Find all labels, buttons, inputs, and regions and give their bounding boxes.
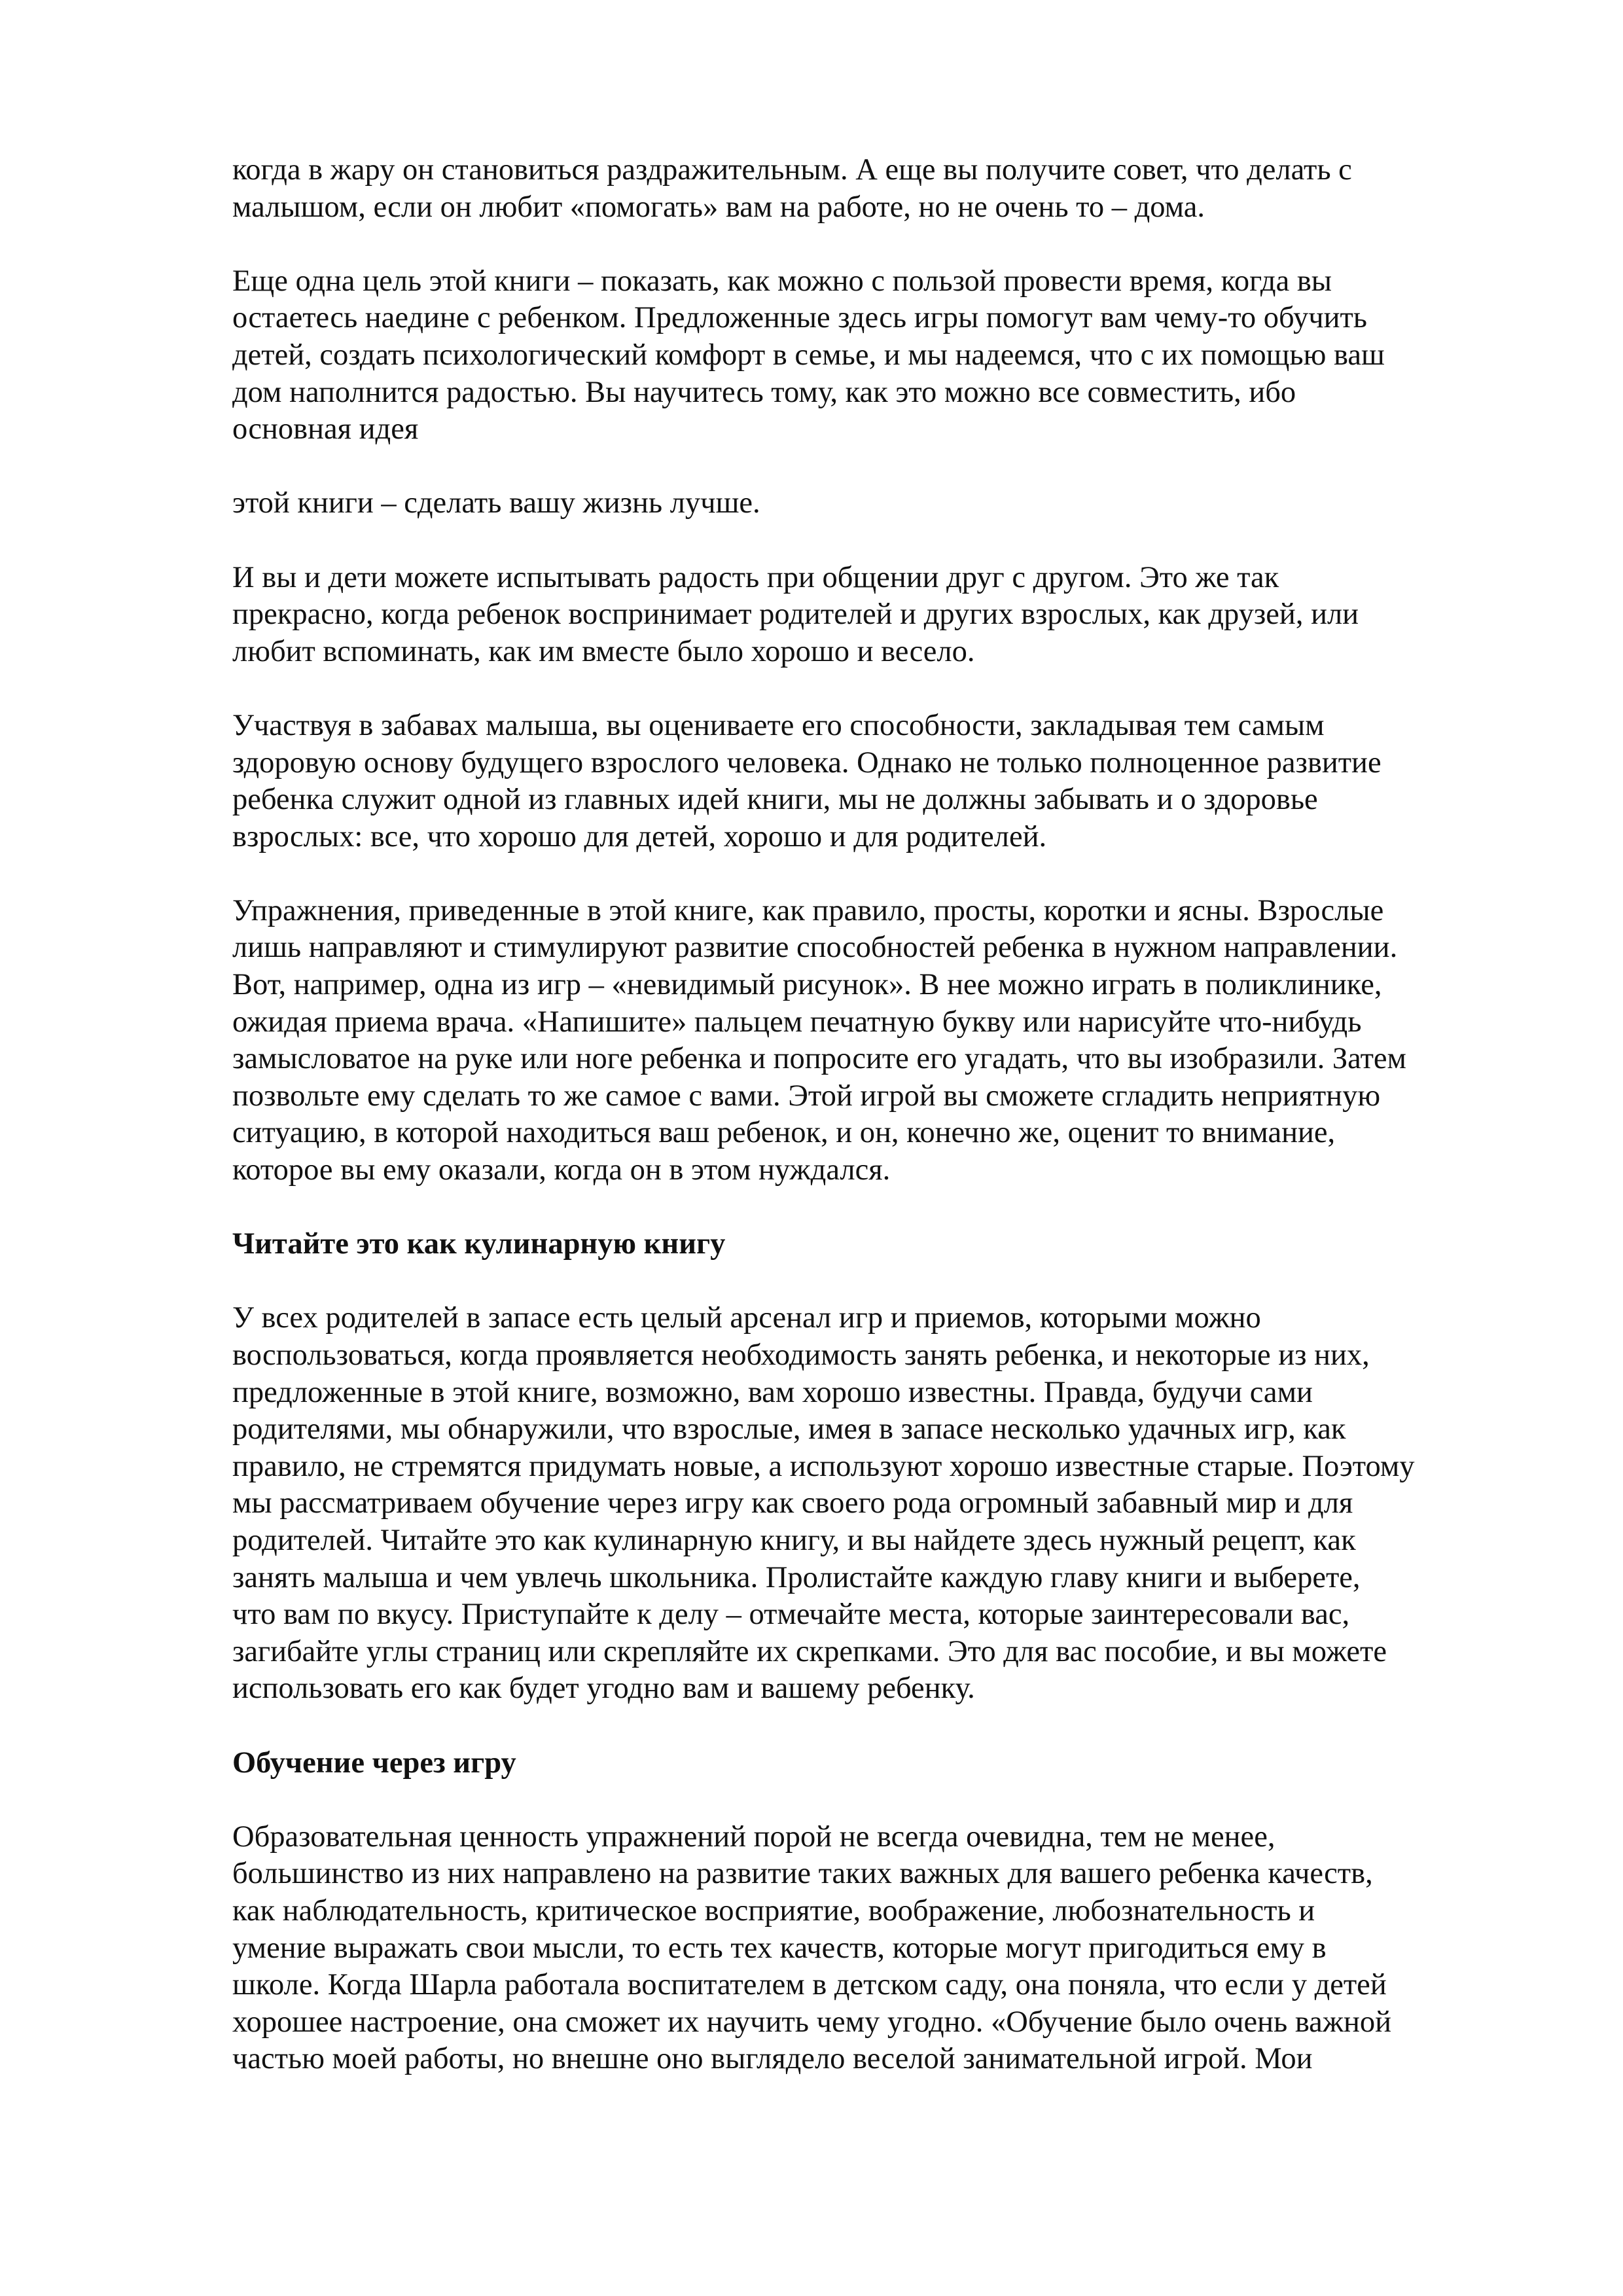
text-line: предложенные в этой книге, возможно, вам хорошо известны. Правда, будучи сами xyxy=(232,1375,1313,1409)
text-line: лишь направляют и стимулируют развитие способностей ребенка в нужном направлении. xyxy=(232,931,1398,965)
text-line: ребенка служит одной из главных идей книги, мы не должны забывать и о здоровье xyxy=(232,783,1318,817)
text-line: родителями, мы обнаружили, что взрослые, имея в запасе несколько удачных игр, как xyxy=(232,1412,1346,1446)
text-line: взрослых: все, что хорошо для детей, хорошо и для родителей. xyxy=(232,819,1047,853)
text-line: которое вы ему оказали, когда он в этом нуждался. xyxy=(232,1153,891,1187)
text-line: остаетесь наедине с ребенком. Предложенные здесь игры помогут вам чему-то обучить xyxy=(232,301,1367,335)
text-line: как наблюдательность, критическое восприятие, воображение, любознательность и xyxy=(232,1893,1315,1928)
text-line: умение выражать свои мысли, то есть тех качеств, которые могут пригодиться ему в xyxy=(232,1931,1327,1965)
text-line: основная идея xyxy=(232,412,419,446)
text-line: детей, создать психологический комфорт в семье, и мы надеемся, что с их помощью ваш xyxy=(232,338,1385,372)
text-line: И вы и дети можете испытывать радость при общении друг с другом. Это же так xyxy=(232,560,1279,594)
text-line: мы рассматриваем обучение через игру как своего рода огромный забавный мир и для xyxy=(232,1486,1353,1520)
text-line: малышом, если он любит «помогать» вам на работе, но не очень то – дома. xyxy=(232,190,1205,224)
text-line: частью моей работы, но внешне оно выглядело веселой занимательной игрой. Мои xyxy=(232,2042,1313,2076)
paragraph xyxy=(232,893,1508,1189)
text-line: воспользоваться, когда проявляется необходимость занять ребенка, и некоторые из них, xyxy=(232,1338,1370,1372)
section-heading xyxy=(232,1226,1508,1263)
text-line: хорошее настроение, она сможет их научить чему угодно. «Обучение было очень важной xyxy=(232,2005,1391,2039)
text-line: Упражнения, приведенные в этой книге, как правило, просты, коротки и ясны. Взрослые xyxy=(232,893,1384,927)
text-line: здоровую основу будущего взрослого человека. Однако не только полноценное развитие xyxy=(232,745,1382,780)
text-line: большинство из них направлено на развитие таких важных для вашего ребенка качеств, xyxy=(232,1857,1373,1891)
paragraph xyxy=(232,263,1508,448)
text-line: школе. Когда Шарла работала воспитателем в детском саду, она поняла, что если у детей xyxy=(232,1968,1387,2002)
paragraph xyxy=(232,708,1508,855)
text-line: Еще одна цель этой книги – показать, как можно с пользой провести время, когда вы xyxy=(232,264,1332,298)
text-line: замысловатое на руке или ноге ребенка и попросите его угадать, что вы изобразили. Затем xyxy=(232,1042,1406,1076)
text-line: Обучение через игру xyxy=(232,1746,516,1780)
paragraph xyxy=(232,1819,1508,2078)
text-line: использовать его как будет угодно вам и вашему ребенку. xyxy=(232,1672,975,1706)
text-line: дом наполнится радостью. Вы научитесь тому, как это можно все совместить, ибо xyxy=(232,375,1296,409)
paragraph xyxy=(232,152,1508,226)
text-line: Читайте это как кулинарную книгу xyxy=(232,1227,726,1261)
text-line: Участвуя в забавах малыша, вы оцениваете его способности, закладывая тем самым xyxy=(232,708,1325,742)
text-line: загибайте углы страниц или скрепляйте их скрепками. Это для вас пособие, и вы можете xyxy=(232,1634,1387,1668)
paragraph xyxy=(232,560,1508,671)
text-line: Вот, например, одна из игр – «невидимый рисунок». В нее можно играть в поликлинике, xyxy=(232,968,1382,1002)
text-line: позвольте ему сделать то же самое с вами. Этой игрой вы сможете сгладить неприятную xyxy=(232,1079,1381,1113)
text-line: этой книги – сделать вашу жизнь лучше. xyxy=(232,486,760,520)
text-line: У всех родителей в запасе есть целый арсенал игр и приемов, которыми можно xyxy=(232,1301,1261,1335)
text-line: занять малыша и чем увлечь школьника. Пролистайте каждую главу книги и выберете, xyxy=(232,1560,1361,1594)
paragraph xyxy=(232,485,1508,522)
section-heading xyxy=(232,1745,1508,1782)
text-line: что вам по вкусу. Приступайте к делу – отмечайте места, которые заинтересовали вас, xyxy=(232,1598,1350,1632)
paragraph xyxy=(232,1300,1508,1708)
text-line: прекрасно, когда ребенок воспринимает родителей и других взрослых, как друзей, или xyxy=(232,598,1359,632)
text-line: ожидая приема врача. «Напишите» пальцем печатную букву или нарисуйте что-нибудь xyxy=(232,1005,1362,1039)
text-line: родителей. Читайте это как кулинарную книгу, и вы найдете здесь нужный рецепт, как xyxy=(232,1523,1356,1557)
document-page xyxy=(232,152,1508,2115)
text-line: Образовательная ценность упражнений порой не всегда очевидна, тем не менее, xyxy=(232,1820,1275,1854)
text-line: правило, не стремятся придумать новые, а используют хорошо известные старые. Поэтому xyxy=(232,1449,1415,1483)
text-line: когда в жару он становиться раздражительным. А еще вы получите совет, что делать с xyxy=(232,153,1352,187)
text-line: ситуацию, в которой находиться ваш ребенок, и он, конечно же, оценит то внимание, xyxy=(232,1116,1336,1150)
text-line: любит вспоминать, как им вместе было хорошо и весело. xyxy=(232,634,975,668)
